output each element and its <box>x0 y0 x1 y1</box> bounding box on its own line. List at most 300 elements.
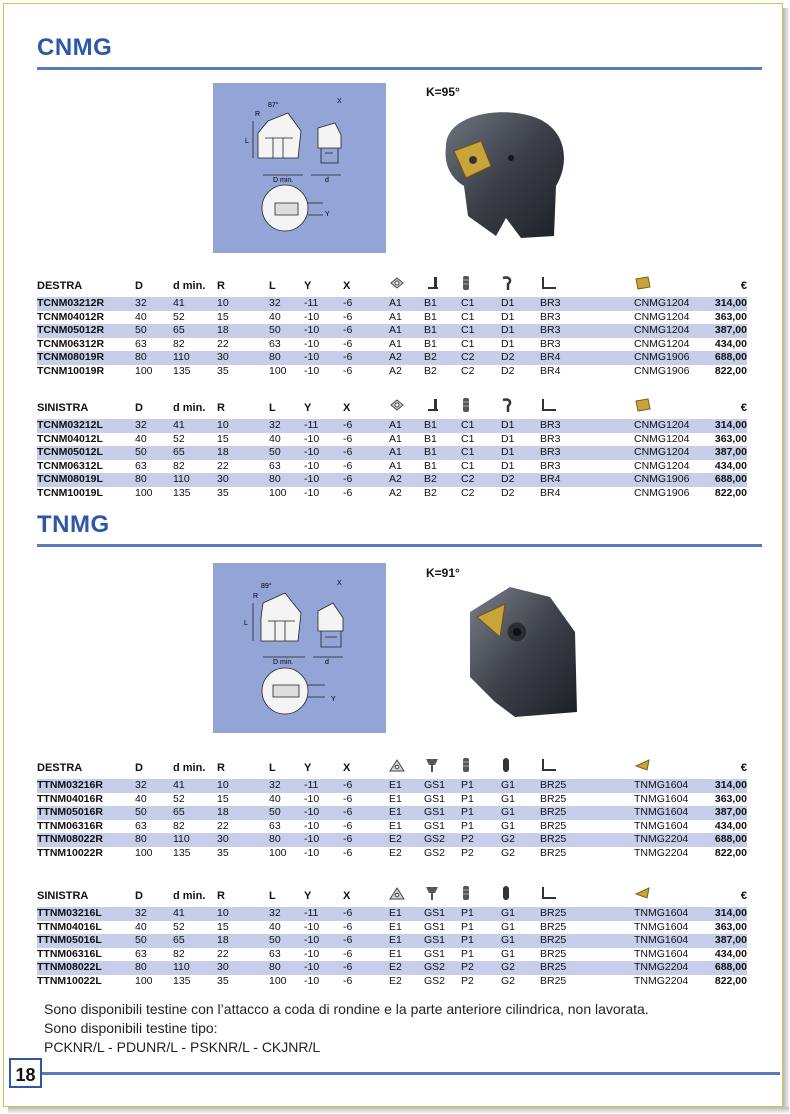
table-cell: 82 <box>173 459 185 472</box>
table-cell: 15 <box>217 310 229 323</box>
table-cell: D1 <box>501 419 540 433</box>
item-code: TTNM06316L <box>37 947 102 960</box>
table-cell: 135 <box>173 486 191 499</box>
item-code: TCNM10019L <box>37 486 103 499</box>
table-cell: -10 <box>304 833 343 847</box>
item-code: TTNM05016L <box>37 934 135 948</box>
table-cell: 110 <box>173 833 217 847</box>
item-code: TTNM03216L <box>37 907 135 921</box>
item-code: TCNM03212L <box>37 419 135 433</box>
table-cell: P1 <box>461 934 501 948</box>
table-cell: D2 <box>501 486 515 499</box>
table-row <box>37 419 747 433</box>
table-cell: 18 <box>217 934 269 948</box>
triangle-insert-icon <box>389 887 405 906</box>
table-cell: 52 <box>173 792 185 805</box>
table-cell: 63 <box>269 819 281 832</box>
table-cell: 100 <box>269 364 287 377</box>
note-types-intro: Sono disponibili testine tipo: <box>44 1020 218 1036</box>
table-cell: B1 <box>424 446 461 460</box>
table-cell: CNMG1906 <box>634 473 706 487</box>
table-cell: -6 <box>343 833 389 847</box>
table-cell: B1 <box>424 337 437 350</box>
table-cell: B2 <box>424 364 437 377</box>
table-cell: -11 <box>304 779 343 793</box>
price-cell: 434,00 <box>714 947 747 960</box>
table-row <box>37 961 747 975</box>
table-cell: 32 <box>135 419 173 433</box>
table-cell: -10 <box>304 806 343 820</box>
item-code: TTNM10022R <box>37 846 103 859</box>
table-cell: GS1 <box>424 947 446 960</box>
table-cell: E2 <box>389 961 424 975</box>
table-cell: G1 <box>501 792 516 805</box>
table-cell: C1 <box>461 324 501 338</box>
table-cell: BR25 <box>540 947 567 960</box>
table-cell: E2 <box>389 846 402 859</box>
table-row <box>37 487 747 501</box>
table-cell: GS2 <box>424 833 461 847</box>
table-cell: BR4 <box>540 351 634 365</box>
table-cell: 65 <box>173 324 217 338</box>
table-row <box>37 847 747 861</box>
clamp-icon <box>424 276 440 296</box>
table-cell: -6 <box>343 934 389 948</box>
table-cell: -6 <box>343 920 353 933</box>
table-cell: 80 <box>135 473 173 487</box>
table-cell: BR3 <box>540 297 634 311</box>
table-cell: B1 <box>424 459 437 472</box>
table-cell: 82 <box>173 947 185 960</box>
price-cell: 363,00 <box>714 310 747 323</box>
table-cell: A1 <box>389 337 402 350</box>
price-cell: 387,00 <box>706 324 747 338</box>
triangle-insert-icon <box>389 759 405 778</box>
table-cell: 100 <box>135 846 153 859</box>
insert-icon <box>634 398 652 418</box>
table-cell: C1 <box>461 297 501 311</box>
svg-text:89°: 89° <box>261 583 272 590</box>
entry-angle-tnmg: K=91° <box>426 566 460 580</box>
dimension-diagram-cnmg <box>213 83 386 253</box>
table-cell: P1 <box>461 907 501 921</box>
clamp-icon <box>424 885 440 907</box>
table-cell: 80 <box>135 961 173 975</box>
price-cell: 363,00 <box>714 792 747 805</box>
item-code: TTNM04016R <box>37 792 103 805</box>
table-cell: 30 <box>217 473 269 487</box>
table-row <box>37 446 747 460</box>
table-cell: BR3 <box>540 324 634 338</box>
table-row <box>37 338 747 352</box>
diamond-insert-icon <box>389 399 405 417</box>
table-cell: D1 <box>501 337 515 350</box>
table-cell: -10 <box>304 961 343 975</box>
table-cell: 32 <box>135 779 173 793</box>
pin-icon <box>501 757 511 779</box>
table-cell: 32 <box>269 907 304 921</box>
table-cell: GS2 <box>424 961 461 975</box>
svg-text:L: L <box>244 620 248 627</box>
table-cell: G1 <box>501 779 540 793</box>
svg-text:L: L <box>245 138 249 145</box>
table-cnmg-sinistra: SINISTRA D d min. R L Y X € TCNM03212L 32 41 10 32 -11 -6 A1 B1 C1 D1 BR3 CNMG1204 314,00 TCNM04012L 40 52 15 40 -10 -6 A1 B1 C1 D1 BR3 CNMG1204 363,00 TCNM05012L 50 65 18 50 -10 -6 A1 B1 C1 D1 BR3 CNMG1204 387,00 TCNM06312L 63 82 22 63 -10 -6 A1 B1 C1 D1 BR3 CNMG1204 434,00 TCNM08019L 80 110 30 80 -10 -6 A2 B2 C2 D2 BR4 CNMG1906 688,00 TCNM10019L 100 135 35 100 -10 -6 A2 B2 C2 D2 BR4 CNMG1906 822,00 <box>37 397 747 500</box>
item-code: TCNM06312L <box>37 459 103 472</box>
table-cell: 80 <box>269 473 304 487</box>
item-code: TCNM04012R <box>37 310 105 323</box>
section-rule-cnmg <box>37 67 762 70</box>
price-cell: 314,00 <box>706 419 747 433</box>
table-cell: BR25 <box>540 934 634 948</box>
diagram-angle-label: 87° <box>268 102 279 109</box>
table-tnmg-destra: DESTRA D d min. R L Y X € TTNM03216R 32 41 10 32 -11 -6 E1 GS1 P1 G1 BR25 TNMG1604 314,00 TTNM04016R 40 52 15 40 -10 -6 E1 GS1 P1 G1 BR25 TNMG1604 363,00 TTNM05016R 50 65 18 50 -10 -6 E1 GS1 P1 G1 BR25 TNMG1604 387,00 TTNM06316R 63 82 22 63 -10 -6 E1 GS1 P1 G1 BR25 TNMG1604 434,00 TTNM08022R 80 110 30 80 -10 -6 E2 GS2 P2 G2 BR25 TNMG2204 688,00 TTNM10022R 100 135 35 100 -10 -6 E2 GS2 P2 G2 BR25 TNMG2204 822,00 <box>37 757 747 860</box>
table-cell: E1 <box>389 947 402 960</box>
table-cell: BR4 <box>540 473 634 487</box>
table-cell: -6 <box>343 351 389 365</box>
table-cell: -11 <box>304 419 343 433</box>
table-cell: CNMG1204 <box>634 432 690 445</box>
table-cell: 82 <box>173 337 185 350</box>
table-cell: TNMG2204 <box>634 961 705 975</box>
table-cell: TNMG1604 <box>634 806 705 820</box>
table-cell: E2 <box>389 974 402 987</box>
table-cell: 32 <box>135 907 173 921</box>
table-cell: 30 <box>217 961 269 975</box>
table-cell: BR4 <box>540 486 561 499</box>
table-cell: -6 <box>343 364 353 377</box>
key-icon <box>540 276 558 296</box>
hook-icon <box>501 397 513 419</box>
price-cell: 688,00 <box>706 351 747 365</box>
table-cell: 32 <box>269 419 304 433</box>
table-cell: 110 <box>173 351 217 365</box>
tool-holder-photo-cnmg <box>436 106 574 246</box>
table-cell: TNMG1604 <box>634 907 705 921</box>
table-cell: GS2 <box>424 846 446 859</box>
table-row <box>37 806 747 820</box>
table-cell: E1 <box>389 934 424 948</box>
table-cell: C2 <box>461 364 475 377</box>
table-cell: -6 <box>343 337 353 350</box>
table-cell: TNMG2204 <box>634 846 689 859</box>
table-cell: A2 <box>389 364 402 377</box>
item-code: TCNM03212R <box>37 297 135 311</box>
table-cell: C2 <box>461 473 501 487</box>
price-cell: 314,00 <box>706 297 747 311</box>
table-cell: -6 <box>343 297 389 311</box>
table-cell: 15 <box>217 432 229 445</box>
table-cell: 50 <box>269 806 304 820</box>
table-cell: A1 <box>389 459 402 472</box>
table-cell: 63 <box>269 459 281 472</box>
item-code: TTNM05016R <box>37 806 135 820</box>
item-code: TTNM10022L <box>37 974 102 987</box>
table-cell: B1 <box>424 432 437 445</box>
table-cell: 63 <box>269 947 281 960</box>
table-cell: D2 <box>501 473 540 487</box>
pin-icon <box>501 885 511 907</box>
table-cell: C1 <box>461 310 475 323</box>
footer-rule <box>42 1072 780 1075</box>
table-cell: CNMG1204 <box>634 459 690 472</box>
table-cell: A1 <box>389 297 424 311</box>
table-cell: BR25 <box>540 819 567 832</box>
table-cell: 50 <box>135 324 173 338</box>
table-cell: TNMG2204 <box>634 833 705 847</box>
table-row <box>37 779 747 793</box>
table-cell: 35 <box>217 364 229 377</box>
table-cell: 40 <box>135 310 147 323</box>
price-cell: 822,00 <box>714 364 747 377</box>
table-cell: -10 <box>304 920 320 933</box>
item-code: TTNM08022L <box>37 961 135 975</box>
table-row <box>37 907 747 921</box>
table-cell: -10 <box>304 337 320 350</box>
key-icon <box>540 398 558 418</box>
table-cell: 40 <box>135 792 147 805</box>
price-cell: 434,00 <box>714 337 747 350</box>
item-code: TCNM05012R <box>37 324 135 338</box>
table-cell: 80 <box>269 833 304 847</box>
table-cell: BR25 <box>540 833 634 847</box>
table-cell: B1 <box>424 324 461 338</box>
table-cell: 52 <box>173 310 185 323</box>
price-cell: 822,00 <box>714 974 747 987</box>
table-cell: 22 <box>217 337 229 350</box>
table-cell: 10 <box>217 779 269 793</box>
price-cell: 688,00 <box>705 833 747 847</box>
svg-text:R: R <box>253 593 259 600</box>
table-row <box>37 820 747 834</box>
table-cell: BR4 <box>540 364 561 377</box>
table-cell: 63 <box>135 819 147 832</box>
tool-holder-photo-tnmg <box>455 582 585 727</box>
table-cell: P2 <box>461 833 501 847</box>
table-cell: 100 <box>269 846 287 859</box>
page-shadow-bottom <box>8 1107 789 1113</box>
table-cell: 110 <box>173 473 217 487</box>
table-cell: P1 <box>461 792 474 805</box>
table-cell: 40 <box>135 920 147 933</box>
svg-text:R: R <box>255 111 261 118</box>
table-cell: D1 <box>501 459 515 472</box>
table-cell: 63 <box>269 337 281 350</box>
table-cell: -6 <box>343 310 353 323</box>
table-cell: -10 <box>304 846 320 859</box>
page-shadow-right <box>783 8 789 1110</box>
table-cell: 135 <box>173 364 191 377</box>
clamp-icon <box>424 398 440 418</box>
table-cell: BR3 <box>540 337 561 350</box>
table-cell: 100 <box>269 974 287 987</box>
table-cell: BR25 <box>540 779 634 793</box>
table-cell: C1 <box>461 446 501 460</box>
table-cell: C2 <box>461 486 475 499</box>
table-cell: -10 <box>304 432 320 445</box>
table-row <box>37 324 747 338</box>
table-cell: G2 <box>501 974 516 987</box>
table-cell: C2 <box>461 351 501 365</box>
table-cell: A2 <box>389 486 402 499</box>
table-cell: 80 <box>135 351 173 365</box>
table-cell: -10 <box>304 974 320 987</box>
table-cell: -10 <box>304 792 320 805</box>
table-cell: TNMG1604 <box>634 920 689 933</box>
table-row <box>37 921 747 935</box>
table-cell: -10 <box>304 351 343 365</box>
clamp-icon <box>424 757 440 779</box>
table-cell: -6 <box>343 432 353 445</box>
table-cell: G1 <box>501 934 540 948</box>
table-cell: 35 <box>217 846 229 859</box>
table-row <box>37 934 747 948</box>
screw-icon <box>461 757 471 779</box>
table-cell: CNMG1906 <box>634 364 690 377</box>
table-cell: D1 <box>501 297 540 311</box>
table-cell: -6 <box>343 792 353 805</box>
table-cell: C1 <box>461 419 501 433</box>
svg-text:Y: Y <box>325 211 330 218</box>
table-cell: 40 <box>269 920 281 933</box>
table-cell: GS1 <box>424 920 446 933</box>
table-cell: A1 <box>389 324 424 338</box>
table-cell: A1 <box>389 446 424 460</box>
table-cell: 100 <box>135 364 153 377</box>
table-cell: B2 <box>424 473 461 487</box>
table-cell: TNMG2204 <box>634 974 689 987</box>
table-cell: 65 <box>173 806 217 820</box>
table-cell: 50 <box>135 806 173 820</box>
table-cell: GS1 <box>424 907 461 921</box>
table-cell: G1 <box>501 947 516 960</box>
table-cell: 15 <box>217 792 229 805</box>
table-cell: G2 <box>501 833 540 847</box>
price-cell: 822,00 <box>714 846 747 859</box>
table-cell: D2 <box>501 351 540 365</box>
table-cell: 80 <box>269 351 304 365</box>
table-cell: 10 <box>217 907 269 921</box>
item-code: TCNM08019L <box>37 473 135 487</box>
section-title-tnmg: TNMG <box>37 511 110 538</box>
table-cell: BR3 <box>540 419 634 433</box>
table-cell: 50 <box>135 934 173 948</box>
table-cell: E2 <box>389 833 424 847</box>
table-cell: P1 <box>461 779 501 793</box>
table-cell: A2 <box>389 473 424 487</box>
table-cell: 18 <box>217 324 269 338</box>
table-cell: GS2 <box>424 974 446 987</box>
table-cell: P1 <box>461 920 474 933</box>
table-row <box>37 833 747 847</box>
item-code: TCNM04012L <box>37 432 103 445</box>
table-cell: 82 <box>173 819 185 832</box>
table-cell: CNMG1204 <box>634 310 690 323</box>
table-cell: BR3 <box>540 310 561 323</box>
note-types-list: PCKNR/L - PDUNR/L - PSKNR/L - CKJNR/L <box>44 1039 321 1055</box>
table-cell: 40 <box>269 310 281 323</box>
table-cell: -6 <box>343 486 353 499</box>
screw-icon <box>461 885 471 907</box>
item-code: TTNM03216R <box>37 779 135 793</box>
table-cell: 80 <box>135 833 173 847</box>
item-code: TCNM08019R <box>37 351 135 365</box>
table-cell: -6 <box>343 907 389 921</box>
table-row <box>37 975 747 989</box>
table-cell: A1 <box>389 432 402 445</box>
table-cell: E1 <box>389 792 402 805</box>
table-cell: B1 <box>424 310 437 323</box>
table-cell: 22 <box>217 947 229 960</box>
item-code: TCNM06312R <box>37 337 105 350</box>
table-cell: G2 <box>501 961 540 975</box>
svg-text:d: d <box>325 659 329 666</box>
table-cell: 100 <box>135 974 153 987</box>
table-cell: 40 <box>269 792 281 805</box>
table-cell: -6 <box>343 419 389 433</box>
price-cell: 387,00 <box>705 806 747 820</box>
table-cell: -10 <box>304 324 343 338</box>
table-cell: P2 <box>461 961 501 975</box>
table-cell: -10 <box>304 819 320 832</box>
table-cell: BR25 <box>540 792 567 805</box>
table-cell: 50 <box>269 324 304 338</box>
table-cell: 80 <box>269 961 304 975</box>
table-cell: E1 <box>389 907 424 921</box>
item-code: TCNM10019R <box>37 364 105 377</box>
svg-text:X: X <box>337 580 342 587</box>
table-cell: 35 <box>217 974 229 987</box>
table-row <box>37 460 747 474</box>
table-cell: G2 <box>501 846 516 859</box>
section-title-cnmg: CNMG <box>37 34 113 61</box>
svg-text:d: d <box>325 177 329 184</box>
table-cell: P1 <box>461 806 501 820</box>
table-cell: TNMG1604 <box>634 947 689 960</box>
item-code: TTNM08022R <box>37 833 135 847</box>
table-cell: CNMG1204 <box>634 324 706 338</box>
table-cell: P2 <box>461 974 474 987</box>
insert-icon <box>634 276 652 296</box>
table-cell: BR25 <box>540 920 567 933</box>
price-cell: 822,00 <box>714 486 747 499</box>
table-tnmg-sinistra: SINISTRA D d min. R L Y X € TTNM03216L 32 41 10 32 -11 -6 E1 GS1 P1 G1 BR25 TNMG1604 314,00 TTNM04016L 40 52 15 40 -10 -6 E1 GS1 P1 G1 BR25 TNMG1604 363,00 TTNM05016L 50 65 18 50 -10 -6 E1 GS1 P1 G1 BR25 TNMG1604 387,00 TTNM06316L 63 82 22 63 -10 -6 E1 GS1 P1 G1 BR25 TNMG1604 434,00 TTNM08022L 80 110 30 80 -10 -6 E2 GS2 P2 G2 BR25 TNMG2204 688,00 TTNM10022L 100 135 35 100 -10 -6 E2 GS2 P2 G2 BR25 TNMG2204 822,00 <box>37 885 747 988</box>
table-cell: D1 <box>501 310 515 323</box>
table-cell: BR3 <box>540 432 561 445</box>
table-cell: B1 <box>424 419 461 433</box>
item-code: TTNM04016L <box>37 920 102 933</box>
table-cell: 22 <box>217 459 229 472</box>
table-cell: 30 <box>217 833 269 847</box>
table-cell: 32 <box>135 297 173 311</box>
table-cell: CNMG1906 <box>634 486 690 499</box>
table-cell: C1 <box>461 459 475 472</box>
table-cell: 52 <box>173 920 185 933</box>
key-icon <box>540 758 558 778</box>
item-code: TTNM06316R <box>37 819 103 832</box>
price-cell: 314,00 <box>705 779 747 793</box>
table-cell: 50 <box>269 446 304 460</box>
table-row <box>37 433 747 447</box>
price-cell: 387,00 <box>705 934 747 948</box>
table-cell: -10 <box>304 486 320 499</box>
table-cell: -6 <box>343 779 389 793</box>
table-cnmg-destra: DESTRA D d min. R L Y X € TCNM03212R 32 41 10 32 -11 -6 A1 B1 C1 D1 BR3 CNMG1204 314,00 TCNM04012R 40 52 15 40 -10 -6 A1 B1 C1 D1 BR3 CNMG1204 363,00 TCNM05012R 50 65 18 50 -10 -6 A1 B1 C1 D1 BR3 CNMG1204 387,00 TCNM06312R 63 82 22 63 -10 -6 A1 B1 C1 D1 BR3 CNMG1204 434,00 TCNM08019R 80 110 30 80 -10 -6 A2 B2 C2 D2 BR4 CNMG1906 688,00 TCNM10019R 100 135 35 100 -10 -6 A2 B2 C2 D2 BR4 CNMG1906 822,00 <box>37 275 747 378</box>
svg-text:D min.: D min. <box>273 177 294 184</box>
table-cell: B2 <box>424 351 461 365</box>
table-cell: GS1 <box>424 779 461 793</box>
table-cell: CNMG1906 <box>634 351 706 365</box>
table-cell: CNMG1204 <box>634 297 706 311</box>
